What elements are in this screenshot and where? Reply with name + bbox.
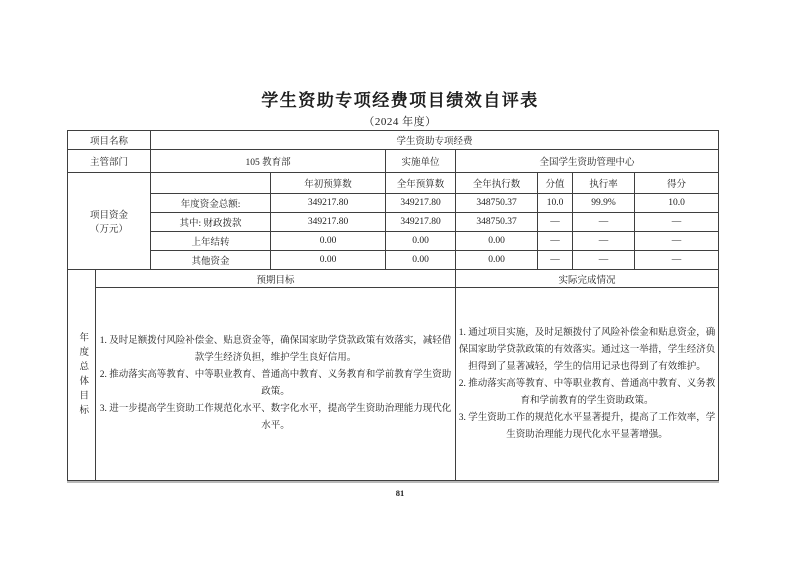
fund-cell: — [538,251,573,270]
fund-header-execution-rate: 执行率 [573,173,635,194]
table-row-goal-headers [68,270,719,288]
page-title: 学生资助专项经费项目绩效自评表 [261,91,539,110]
page-subtitle: （2024 年度） [363,116,437,128]
project-name-value: 学生资助专项经费 [151,131,719,150]
funds-section-label-line1: 项目资金 [90,211,129,221]
fund-cell: 0.00 [271,251,386,270]
implementing-unit-label: 实施单位 [386,150,456,173]
fund-cell: 10.0 [538,194,573,213]
fund-row-label: 其他资金 [151,251,271,270]
fund-cell: 348750.37 [456,194,538,213]
table-row-fund-fiscal [68,213,719,232]
table-row-fund-carryover [68,232,719,251]
fund-cell: 0.00 [271,232,386,251]
funds-section-label-line2: （万元） [90,225,129,235]
fund-cell: 349217.80 [386,213,456,232]
implementing-unit-value: 全国学生资助管理中心 [456,150,719,173]
fund-cell: — [635,213,719,232]
fund-cell: — [635,232,719,251]
fund-header-score: 得分 [635,173,719,194]
fund-cell: 0.00 [386,251,456,270]
expected-goals-text [96,288,456,481]
table-row-fund-other [68,251,719,270]
fund-cell: — [538,213,573,232]
department-value: 105 教育部 [151,150,386,173]
actual-completion-header: 实际完成情况 [456,270,719,288]
actual-completion-item: 2. 推动落实高等教育、中等职业教育、普通高中教育、义务教育和学前教育的学生资助政策。 [458,378,716,406]
fund-cell: — [573,232,635,251]
table-row-fund-total [68,194,719,213]
fund-cell: 0.00 [386,232,456,251]
fund-cell: 348750.37 [456,213,538,232]
table-row-department [68,150,719,173]
department-label: 主管部门 [68,150,151,173]
fund-row-label: 其中: 财政拨款 [151,213,271,232]
annual-goals-side-label-text: 年度总体目标 [77,331,88,419]
expected-goal-item: 2. 推动落实高等教育、中等职业教育、普通高中教育、义务教育和学前教育学生资助政策。 [99,370,452,397]
fund-cell: 0.00 [456,251,538,270]
actual-completion-item: 1. 通过项目实施，及时足额拨付了风险补偿金和贴息资金，确保国家助学贷款政策的有效落实。通过这一举措，学生经济负担得到了显著减轻，学生的信用记录也得到了有效维护。 [458,327,716,372]
table-row-fund-headers [68,173,719,194]
expected-goal-item: 1. 及时足额拨付风险补偿金、贴息资金等，确保国家助学贷款政策有效落实，减轻借款学生经济负担，维护学生良好信用。 [99,336,452,363]
fund-cell: 349217.80 [271,194,386,213]
fund-cell: 10.0 [635,194,719,213]
self-evaluation-table [67,130,719,481]
fund-cell: — [573,251,635,270]
annual-goals-side-label [68,270,96,481]
fund-header-initial-budget: 年初预算数 [271,173,386,194]
table-row-project-name [68,131,719,150]
fund-cell: 99.9% [573,194,635,213]
table-row-goal-body [68,288,719,481]
fund-header-annual-budget: 全年预算数 [386,173,456,194]
fund-row-label: 年度资金总额: [151,194,271,213]
fund-cell: 0.00 [456,232,538,251]
fund-header-score-weight: 分值 [538,173,573,194]
fund-cell: — [635,251,719,270]
fund-cell: 349217.80 [271,213,386,232]
expected-goals-header: 预期目标 [96,270,456,288]
actual-completion-text [456,288,719,481]
fund-cell: 349217.80 [386,194,456,213]
fund-row-label: 上年结转 [151,232,271,251]
fund-cell: — [573,213,635,232]
fund-header-annual-execution: 全年执行数 [456,173,538,194]
funds-section-label [68,173,151,270]
fund-header-blank [151,173,271,194]
project-name-label: 项目名称 [68,131,151,150]
fund-cell: — [538,232,573,251]
expected-goal-item: 3. 进一步提高学生资助工作规范化水平、数字化水平，提高学生资助治理能力现代化水平。 [99,404,452,431]
actual-completion-item: 3. 学生资助工作的规范化水平显著提升，提高了工作效率，学生资助治理能力现代化水平显著增强。 [458,412,716,440]
page-number: 81 [395,488,405,498]
